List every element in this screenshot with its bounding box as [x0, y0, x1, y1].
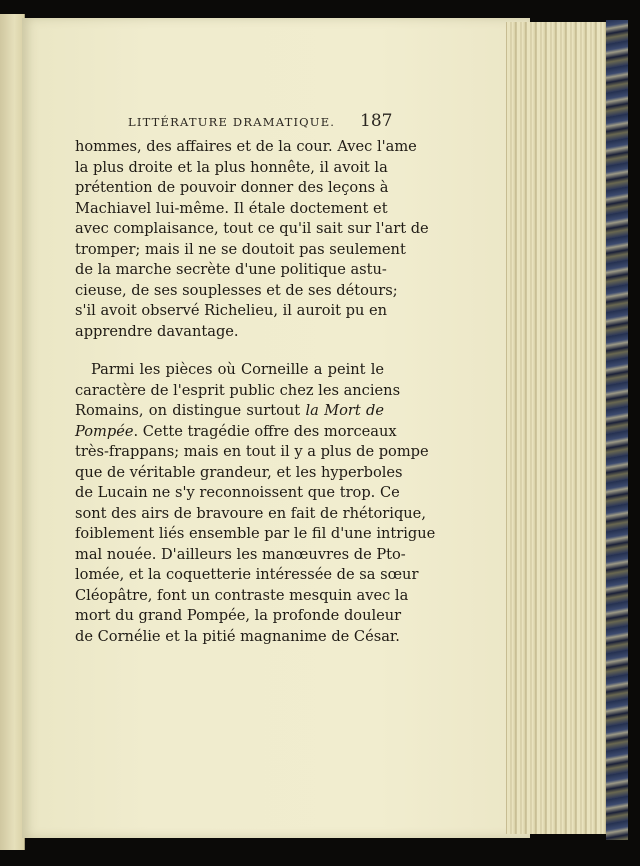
text-line: Machiavel lui-même. Il étale doctement et: [75, 199, 388, 217]
text-line: mort du grand Pompée, la profonde douleur: [75, 607, 402, 624]
running-head: LITTÉRATURE DRAMATIQUE.: [128, 115, 336, 129]
text-line: hommes, des affaires et de la cour. Avec l'ame: [75, 138, 417, 155]
text-line: Cléopâtre, font un contraste mesquin avec la: [75, 586, 409, 604]
text-line: Parmi les pièces où Corneille a peint le: [91, 361, 384, 378]
page-number: 187: [360, 111, 393, 131]
text-line: de Cornélie et la pitié magnanime de César.: [75, 627, 400, 645]
text-line: de la marche secrète d'une politique astu-: [75, 261, 387, 278]
text-line: avec complaisance, tout ce qu'il sait sur l'art de: [75, 220, 429, 237]
text-line: mal nouée. D'ailleurs les manœuvres de Pto-: [75, 545, 406, 563]
italic-title: la Mort de: [305, 402, 384, 419]
text-line: tromper; mais il ne se doutoit pas seulement: [75, 240, 406, 258]
text-line: très-frappans; mais en tout il y a plus de pompe: [75, 443, 429, 460]
text-line: foiblement liés ensemble par le fil d'une intrigue: [75, 525, 436, 542]
text-segment: Romains, on distingue surtout: [75, 402, 306, 419]
text-line: [75, 422, 397, 442]
text-segment: . Cette tragédie offre des morceaux: [133, 422, 397, 440]
text-line: apprendre davantage.: [75, 322, 239, 340]
text-line: caractère de l'esprit public chez les anciens: [75, 381, 401, 399]
text-line: sont des airs de bravoure en fait de rhétorique,: [75, 504, 426, 522]
text-line: que de véritable grandeur, et les hyperboles: [75, 463, 403, 481]
text-line: prétention de pouvoir donner des leçons à: [75, 179, 389, 196]
italic-title: Pompée: [75, 422, 134, 440]
text-line: [75, 401, 384, 421]
text-line: la plus droite et la plus honnête, il avoit la: [75, 158, 388, 176]
text-line: s'il avoit observé Richelieu, il auroit pu en: [75, 302, 388, 319]
text-line: cieuse, de ses souplesses et de ses détours;: [75, 281, 398, 299]
text-line: de Lucain ne s'y reconnoissent que trop. Ce: [75, 484, 400, 501]
text-line: lomée, et la coquetterie intéressée de sa sœur: [75, 566, 419, 583]
